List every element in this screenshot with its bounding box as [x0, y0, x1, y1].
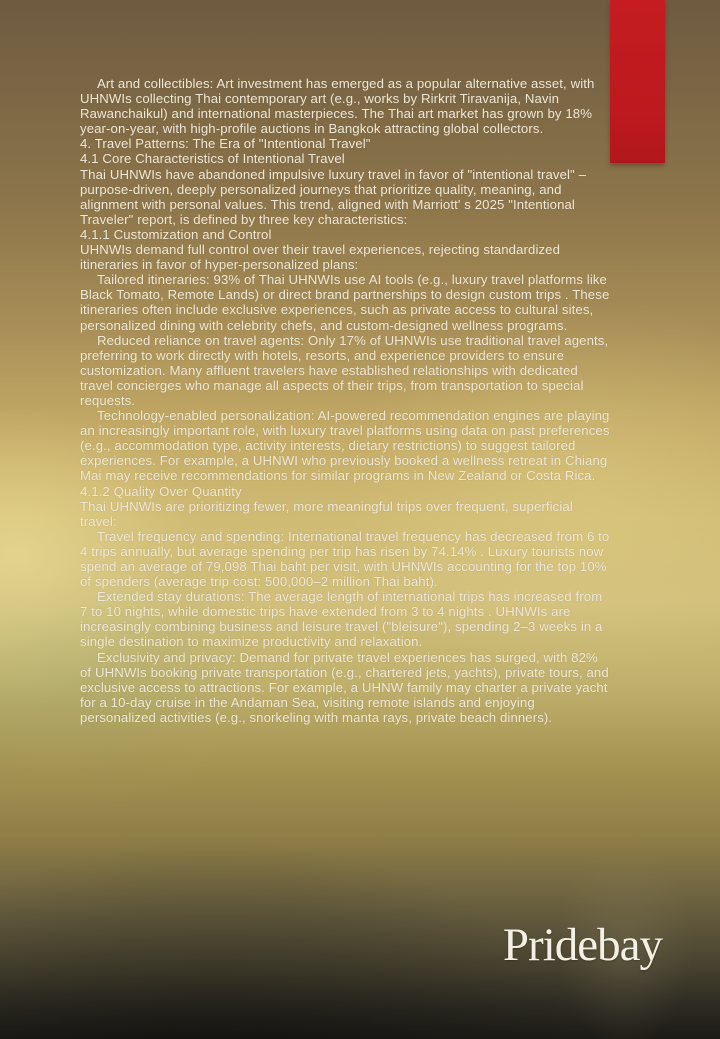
paragraph-art-and-collectibles: Art and collectibles: Art investment has emerged as a popular alternative asset, with UHNWIs collecting Thai contemporary art (e.g., works by Rirkrit Tiravanija, Navin Rawanchaikul) and international masterpieces. The Thai art market has grown by 18% year-on-year, with high-profile auctions in Bangkok attracting global collectors.	[80, 76, 595, 137]
pridebay-logo: Pridebay	[502, 919, 662, 971]
heading-4-1-1-customization-and-control: 4.1.1 Customization and Control	[80, 226, 272, 242]
paragraph-travel-frequency-and-spending: Travel frequency and spending: International travel frequency has decreased from 6 to 4 trips annually, but average spending per trip has risen by 74.14% . Luxury tourists now spend an average of 79,098 Thai baht per visit, with UHNWIs accounting for the top 10% of spenders (average trip cost: 500,000–2 million Thai baht).	[80, 528, 610, 590]
paragraph-reduced-reliance-travel-agents: Reduced reliance on travel agents: Only 17% of UHNWIs use traditional travel agents, preferring to work directly with hotels, resorts, and experience providers to ensure customization. Many affluent travelers have established relationships with dedicated travel concierges who manage all aspects of their trips, from transportation to special requests.	[80, 332, 609, 408]
paragraph-tailored-itineraries: Tailored itineraries: 93% of Thai UHNWIs use AI tools (e.g., luxury travel platforms like Black Tomato, Remote Lands) or direct brand partnerships to design custom trips . These itineraries often include exclusive experiences, such as private access to cultural sites, personalized dining with celebrity chefs, and custom-designed wellness programs.	[80, 272, 610, 333]
paragraph-exclusivity-and-privacy: Exclusivity and privacy: Demand for private travel experiences has surged, with 82% of UHNWIs booking private transportation (e.g., chartered jets, yachts), private tours, and exclusive access to attractions. For example, a UHNW family may charter a private yacht for a 10-day cruise in the Andaman Sea, visiting remote islands and enjoying personalized activities (e.g., snorkeling with manta rays, private beach dinners).	[80, 649, 609, 725]
red-ribbon-bookmark	[610, 0, 665, 163]
paragraph-technology-enabled-personalization: Technology-enabled personalization: AI-powered recommendation engines are playing an increasingly important role, with luxury travel platforms using data on past preferences (e.g., accommodation type, activity interests, dietary restrictions) to suggest tailored experiences. For example, a UHNWI who previously booked a wellness retreat in Chiang Mai may receive recommendations for similar programs in New Zealand or Costa Rica.	[80, 408, 610, 484]
paragraph-extended-stay-durations: Extended stay durations: The average length of international trips has increased from 7 to 10 nights, while domestic trips have extended from 3 to 4 nights . UHNWIs are increasingly combining business and leisure travel ("bleisure"), spending 2–3 weeks in a single destination to maximize productivity and relaxation.	[80, 589, 603, 650]
heading-4-travel-patterns: 4. Travel Patterns: The Era of "Intentional Travel"	[80, 136, 371, 152]
paragraph-customization-intro: UHNWIs demand full control over their travel experiences, rejecting standardized itineraries in favor of hyper-personalized plans:	[80, 242, 561, 273]
paragraph-intentional-travel-intro: Thai UHNWIs have abandoned impulsive luxury travel in favor of "intentional travel" – purpose-driven, deeply personalized journeys that prioritize quality, meaning, and alignment with personal values. This trend, aligned with Marriott' s 2025 "Intentional Traveler" report, is defined by three key characteristics:	[80, 166, 587, 227]
document-body-text	[80, 76, 612, 725]
paragraph-quality-intro: Thai UHNWIs are prioritizing fewer, more meaningful trips over frequent, superficial travel:	[80, 498, 573, 529]
heading-4-1-core-characteristics: 4.1 Core Characteristics of Intentional Travel	[80, 151, 345, 167]
heading-4-1-2-quality-over-quantity: 4.1.2 Quality Over Quantity	[80, 483, 242, 499]
